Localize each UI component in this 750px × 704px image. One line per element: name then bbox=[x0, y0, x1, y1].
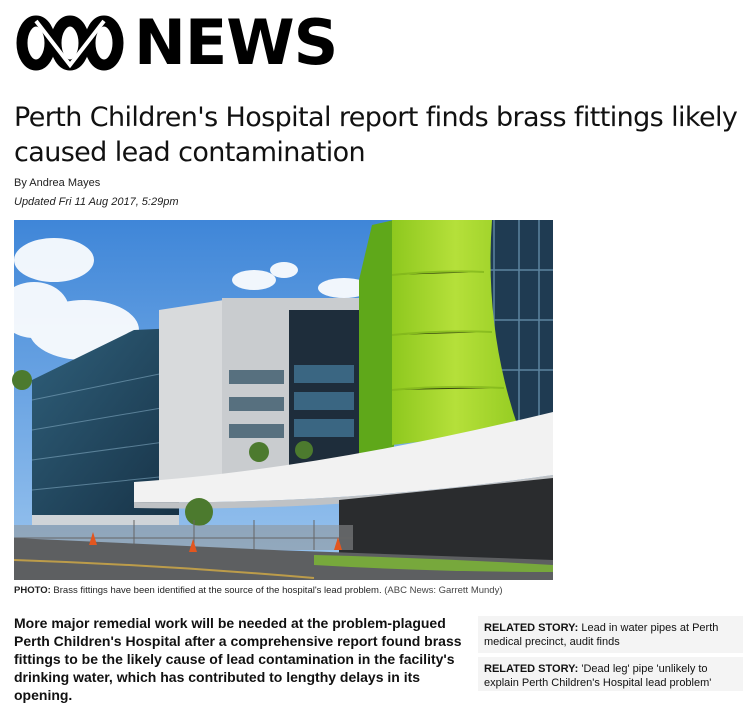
photo-caption-credit: (ABC News: Garrett Mundy) bbox=[384, 585, 503, 596]
hero-photo bbox=[14, 220, 553, 580]
photo-caption-text: Brass fittings have been identified at the source of the hospital's lead problem. bbox=[53, 585, 382, 596]
article-byline: By Andrea Mayes bbox=[14, 177, 101, 189]
article-lede: More major remedial work will be needed at the problem-plagued Perth Children's Hospital after a comprehensive report found brass fittings to be the likely cause of lead contamination in the facility's drinking water, which has contributed to lengthy delays in its opening. bbox=[14, 615, 462, 703]
masthead bbox=[14, 6, 338, 79]
related-story-label: RELATED STORY: bbox=[484, 663, 579, 675]
related-story-link[interactable]: 'Dead leg' pipe 'unlikely to explain Perth Children's Hospital lead problem' bbox=[484, 663, 712, 689]
photo-caption bbox=[14, 585, 574, 596]
hospital-building-photo bbox=[14, 220, 553, 580]
article-headline: Perth Children's Hospital report finds brass fittings likely caused lead contamination bbox=[14, 102, 738, 168]
photo-caption-label: PHOTO: bbox=[14, 585, 51, 596]
related-story-link[interactable]: Lead in water pipes at Perth medical precinct, audit finds bbox=[484, 622, 719, 648]
abc-lissajous-logo-icon[interactable] bbox=[14, 13, 126, 73]
related-story-card[interactable] bbox=[478, 657, 743, 691]
related-story-card[interactable] bbox=[478, 616, 743, 653]
news-wordmark[interactable]: NEWS bbox=[134, 6, 338, 79]
article-updated-timestamp: Updated Fri 11 Aug 2017, 5:29pm bbox=[14, 196, 179, 208]
related-story-label: RELATED STORY: bbox=[484, 622, 579, 634]
